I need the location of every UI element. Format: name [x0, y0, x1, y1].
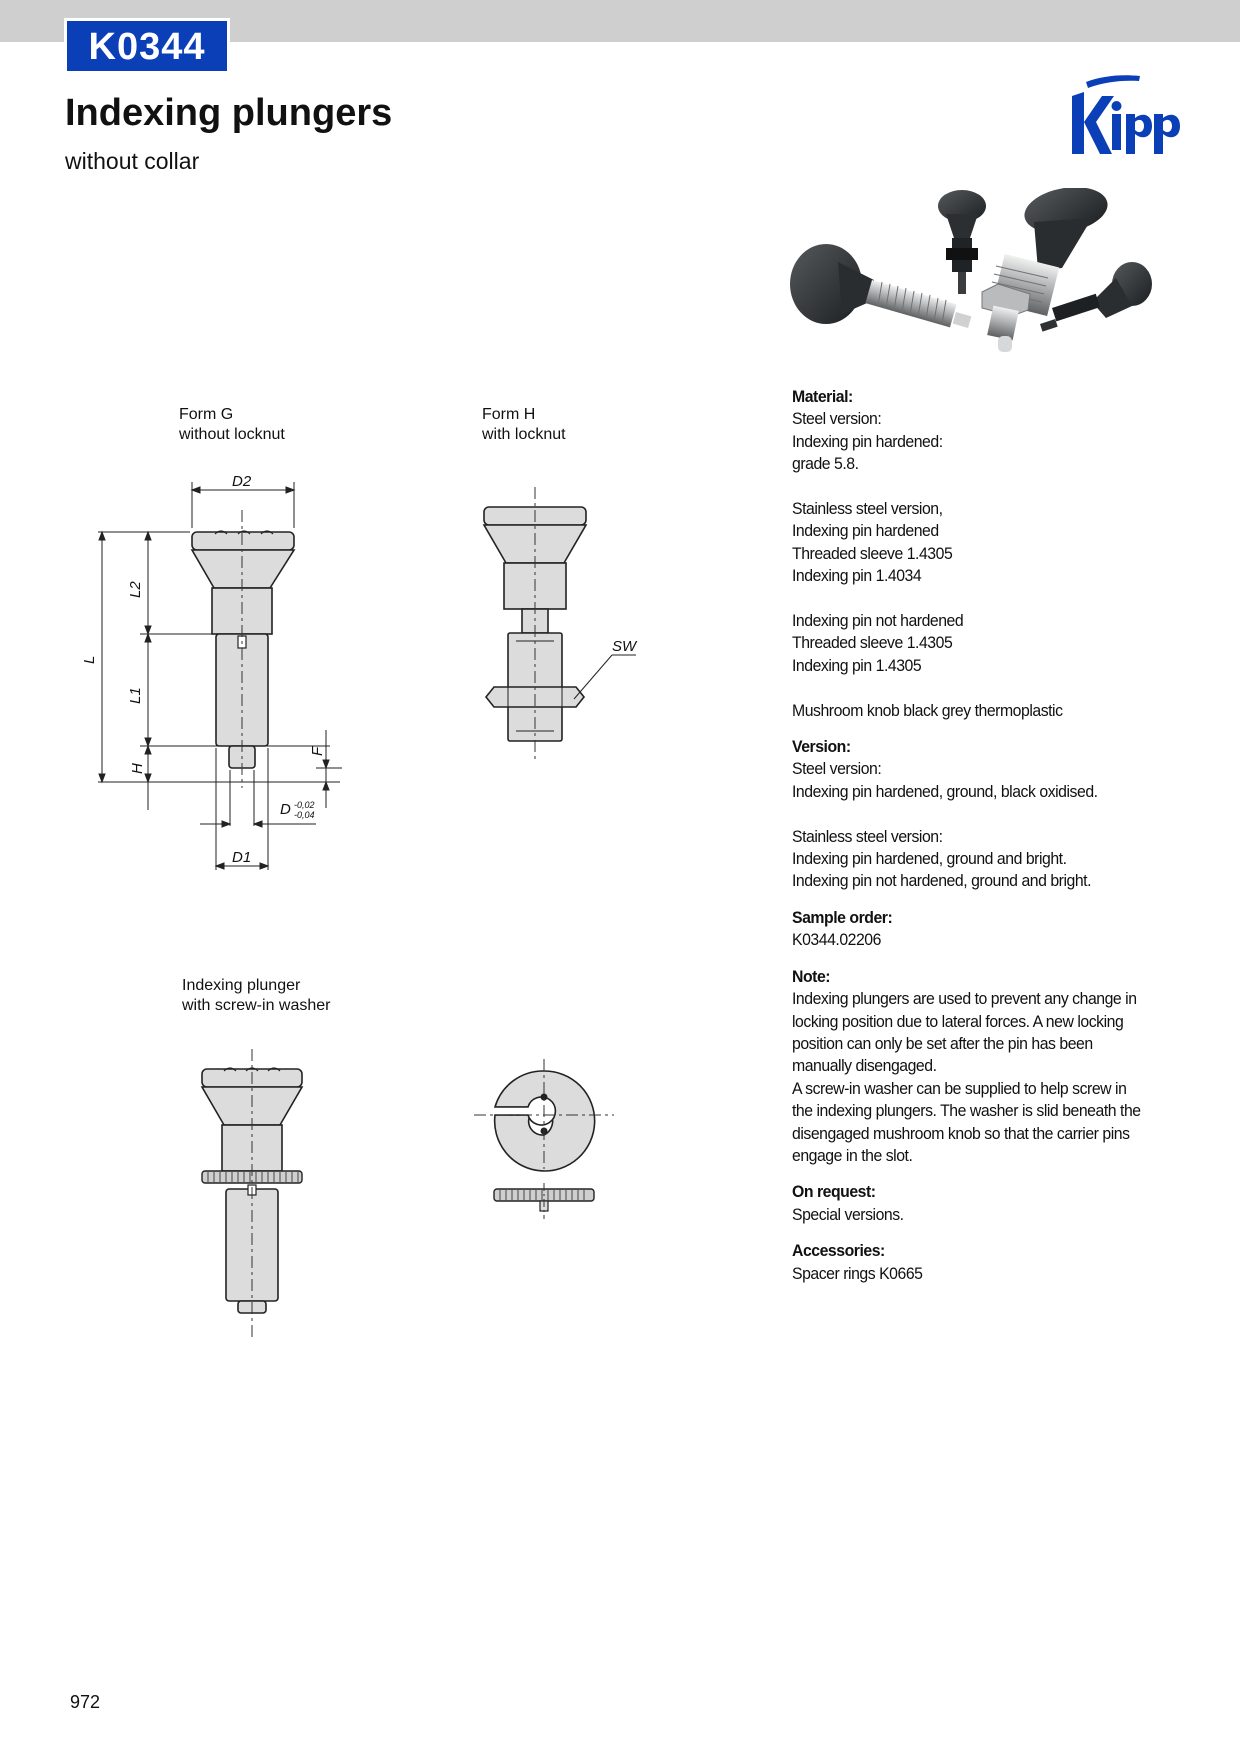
page-title: Indexing plungers: [65, 92, 393, 134]
dim-h: H: [129, 763, 146, 774]
drawing-form-g: [80, 470, 370, 880]
dim-d: D: [280, 801, 291, 818]
page-number: 972: [70, 1692, 101, 1712]
dim-d2: D2: [232, 473, 252, 490]
page-subtitle: without collar: [65, 148, 200, 174]
drawing-screw-in-washer: [470, 1055, 620, 1225]
kipp-logo: [1072, 74, 1187, 158]
specification-text: [792, 386, 1155, 1299]
dim-d-tol-lower: -0,04: [294, 810, 315, 820]
caption-form-h: Form H with locknut: [482, 406, 566, 443]
drawing-form-h: [470, 485, 650, 765]
section-sample-order: Sample order: K0344.02206: [792, 907, 893, 950]
product-photo: [786, 188, 1166, 378]
section-on-request: On request: Special versions.: [792, 1182, 904, 1224]
dim-f: F: [309, 746, 326, 756]
dim-l1: L1: [127, 687, 144, 704]
product-code-badge: K0344: [64, 18, 230, 74]
caption-form-g: Form G without locknut: [179, 406, 285, 443]
section-accessories: Accessories: Spacer rings K0665: [792, 1241, 923, 1283]
caption-washer: Indexing plunger with screw-in washer: [182, 977, 331, 1014]
dim-d1: D1: [232, 849, 252, 866]
dim-l2: L2: [127, 581, 144, 598]
dim-l: L: [81, 655, 98, 664]
drawing-plunger-with-washer: [190, 1045, 330, 1345]
section-material: Material: Steel version: Indexing pin hardened: grade 5.8. Stainless steel version, Indexing pin hardened Threaded sleeve 1.4305 Indexing pin 1.4034 Indexing pin not hardened Threaded sleeve 1.4305 Indexing pin 1.4305 Mushroom knob black grey thermoplastic: [792, 387, 1063, 720]
dim-d-tol-upper: -0,02: [294, 800, 315, 810]
section-note: Note: Indexing plungers are used to prevent any change in locking position due to lateral forces. A new locking position can only be set after the pin has been manually disengaged. A screw-in washer can be supplied to help screw in the indexing plungers. The washer is slid beneath the disengaged mushroom knob so that the carrier pins engage in the slot.: [792, 966, 1141, 1165]
section-version: Version: Steel version: Indexing pin hardened, ground, black oxidised. Stainless steel version: Indexing pin hardened, ground and bright. Indexing pin not hardened, ground and bright.: [792, 737, 1098, 891]
dim-sw: SW: [612, 638, 637, 655]
